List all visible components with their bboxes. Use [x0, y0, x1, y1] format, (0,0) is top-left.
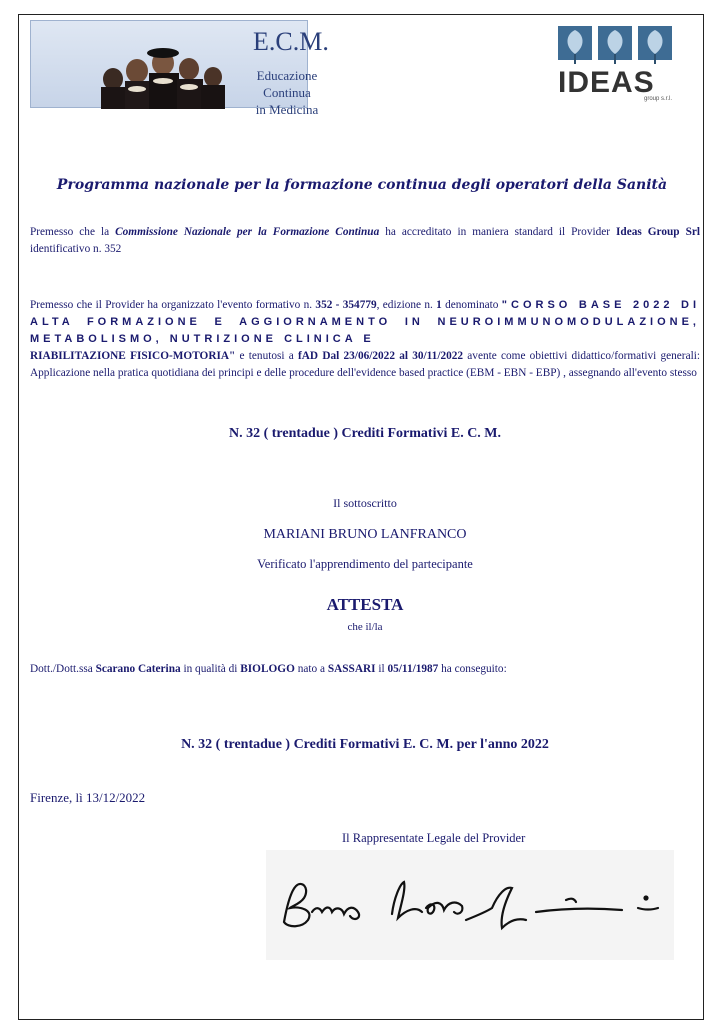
verified-text: Verificato l'apprendimento del partecipante [257, 557, 473, 571]
attesta-heading: ATTESTA [326, 595, 404, 614]
handwritten-signature [266, 850, 674, 960]
participant-birthdate: 05/11/1987 [387, 663, 439, 675]
document-title: Programma nazionale per la formazione continua degli operatori della Sanità [56, 177, 668, 193]
participant-text3: nato a [294, 663, 328, 675]
edition-number: 1 [436, 299, 442, 311]
event-paragraph [30, 297, 700, 382]
participant-text5: ha conseguito: [438, 663, 507, 675]
ecm-logo [30, 20, 329, 117]
signature-box [266, 850, 674, 960]
signer-name: MARIANI BRUNO LANFRANCO [263, 527, 467, 542]
participant-birthplace: SASSARI [327, 663, 376, 675]
ecm-logo-people-image [91, 33, 231, 109]
ideas-logo [556, 24, 674, 102]
credits-line: N. 32 ( trentadue ) Crediti Formativi E. C. M. [228, 426, 502, 441]
para2-text6: avente come obiettivi didattico/formativi generali: Applicazione nella pratica quotidiana dei principi e delle procedure dell'evidence based practice (EBM - EBN - EBP) , assegnando all'evento stesso [30, 350, 701, 379]
course-title: "CORSO BASE 2022 DI ALTA FORMAZIONE E AGGIORNAMENTO IN NEUROIMMUNOMODULAZIONE, METABOLISMO, NUTRIZIONE CLINICA E [30, 299, 700, 345]
event-dates: Dal 23/06/2022 al 30/11/2022 [322, 350, 464, 362]
accreditation-paragraph [30, 224, 700, 258]
che-il-la: che il/la [347, 621, 383, 633]
course-title-tail: RIABILITAZIONE FISICO-MOTORIA" [30, 350, 236, 362]
participant-role: BIOLOGO [240, 663, 295, 675]
para2-text1: Premesso che il Provider ha organizzato l'evento formativo n. [30, 299, 316, 311]
participant-name: Scarano Caterina [95, 663, 181, 675]
place-date: Firenze, lì 13/12/2022 [30, 790, 146, 805]
para1-text3: identificativo n. 352 [30, 243, 122, 255]
participant-text1: Dott./Dott.ssa [30, 663, 96, 675]
participant-text4: il [375, 663, 388, 675]
event-mode: fAD [298, 350, 319, 362]
para1-text2: ha accreditato in maniera standard il Provider [379, 226, 617, 238]
ideas-logo-flowers-image [556, 24, 674, 68]
ecm-logo-line1: Educazione Continua [256, 68, 318, 100]
provider-name: Ideas Group Srl [616, 226, 701, 238]
para1-text1: Premesso che la [30, 226, 116, 238]
para2-text2: , edizione n. [376, 299, 437, 311]
undersigned-label: Il sottoscritto [333, 496, 397, 510]
event-number: 352 - 354779 [315, 299, 377, 311]
ideas-logo-subtext: group s.r.l. [643, 96, 672, 102]
participant-text2: in qualità di [180, 663, 241, 675]
commission-name: Commissione Nazionale per la Formazione Continua [115, 226, 380, 238]
credits-year-line: N. 32 ( trentadue ) Crediti Formativi E. C. M. per l'anno 2022 [181, 737, 549, 752]
legal-representative-label: Il Rappresentate Legale del Provider [342, 831, 526, 845]
ideas-logo-wordmark: IDEAS [558, 66, 655, 99]
para2-text3: denominato [441, 299, 502, 311]
ecm-logo-title: E.C.M. [253, 27, 329, 56]
participant-line [30, 663, 507, 675]
para2-text4: e tenutosi a [235, 350, 299, 362]
ecm-logo-subtitle [237, 67, 337, 118]
ecm-logo-line2: in Medicina [255, 102, 319, 117]
